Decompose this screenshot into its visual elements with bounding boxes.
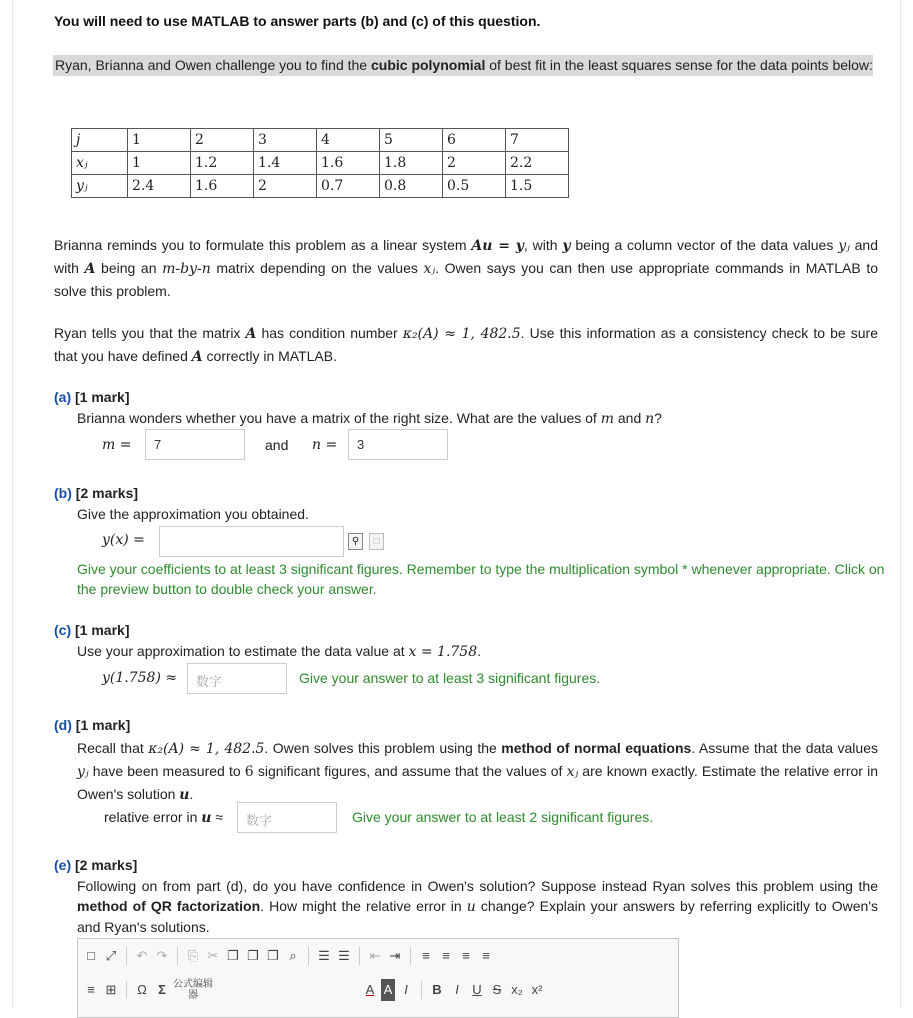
y-estimate-label: y(1.758) ≈ [102,670,178,686]
row-label-j: j [72,129,128,152]
text-span: Use your approximation to estimate the data value at [77,643,409,659]
text-span: Brianna wonders whether you have a matrix of the right size. What are the values of [77,410,601,426]
text-span: change? Explain your answers by referring explicitly to Owen's and Ryan's solutions. [77,898,879,935]
italic-icon[interactable]: I [455,982,459,997]
part-marks: [2 marks] [75,857,138,873]
table-cell: 1.6 [317,152,380,175]
paste-text-icon[interactable]: ❐ [247,948,259,963]
row-label-y: yⱼ [72,175,128,198]
table-cell: 0.7 [317,175,380,198]
text-span: . Use this information as a consistency check to be sure that you have defined [54,325,878,364]
horizontal-rule-icon[interactable]: ≡ [87,982,95,997]
table-cell: 1 [128,152,191,175]
formula-editor-button[interactable]: 公式编辑器 [173,979,213,1001]
y-of-x-label: y(x) = [102,532,145,548]
math-symbol: A [84,261,96,277]
table-cell: 7 [506,129,569,152]
brianna-paragraph [54,234,878,302]
relative-error-label [104,809,223,826]
text-span: matrix depending on the values [210,260,424,276]
text-span: . [189,786,194,802]
part-c-heading [54,622,129,638]
bold-term: method of QR factorization [77,898,261,914]
part-a-heading [54,389,129,405]
math-symbol: xⱼ [423,261,436,277]
text-span: Recall that [77,740,149,756]
copy-icon[interactable]: ⎘ [187,948,199,963]
math-symbol: xⱼ [566,764,579,780]
math-symbol: A [191,349,203,365]
paste-word-icon[interactable]: ❐ [267,948,279,963]
math-symbol: u [201,810,212,826]
part-a-question [77,410,662,427]
sigma-icon[interactable]: Σ [158,982,166,997]
text-span: . Assume that the data values [691,740,878,756]
table-cell: 2 [254,175,317,198]
table-cell: 1.8 [380,152,443,175]
math-equation: Au = y [471,238,524,254]
table-row-x [72,152,569,175]
part-label: (a) [54,389,72,405]
text-span: being a column vector of the data values [570,237,839,253]
toolbar-divider [308,947,309,965]
table-cell: 1.5 [506,175,569,198]
paste-icon[interactable]: ❐ [227,948,239,963]
math-equation: κ₂(A) ≈ 1, 482.5 [148,741,265,757]
table-cell: 3 [254,129,317,152]
row-label-x: xⱼ [72,152,128,175]
toolbar-divider [177,947,178,965]
table-cell: 2.2 [506,152,569,175]
outdent-icon[interactable]: ⇤ [369,948,381,963]
table-cell: 0.5 [443,175,506,198]
align-center-icon[interactable]: ≡ [442,948,450,963]
rich-text-editor[interactable] [77,938,679,1018]
preview-icon[interactable]: ⚲ [348,533,363,550]
bold-term: method of normal equations [501,740,692,756]
part-d-question [77,737,878,806]
part-e-heading [54,857,137,873]
problem-post: of best fit in the least squares sense for the data points below: [485,57,873,73]
align-justify-icon[interactable]: ≡ [482,948,490,963]
math-equation: κ₂(A) ≈ 1, 482.5 [402,326,521,342]
redo-icon[interactable]: ↷ [156,948,168,963]
text-span: being an [95,260,163,276]
table-cell: 2 [443,152,506,175]
text-span: Following on from part (d), do you have confidence in Owen's solution? Suppose instead Ryan solves this problem using the [77,878,878,894]
editor-toolbar-row-2 [82,977,676,1003]
part-label: (c) [54,622,72,638]
part-e-question [77,876,878,937]
part-b-hint: Give your coefficients to at least 3 significant figures. Remember to type the multiplication symbol * whenever appropriate. Click on the preview button to double check your answer. [77,561,885,597]
table-icon[interactable]: ⊞ [105,982,117,997]
numbered-list-icon[interactable]: ☰ [318,948,330,963]
text-span: relative error in [104,809,202,825]
toolbar-divider [126,981,127,999]
text-span: correctly in MATLAB. [202,348,337,364]
maximize-icon[interactable]: ⤢ [105,948,117,963]
and-label: and [265,437,289,453]
text-span: and with [54,237,878,276]
table-cell: 0.8 [380,175,443,198]
part-label: (d) [54,717,72,733]
text-span: Brianna reminds you to formulate this problem as a linear system [54,237,472,253]
math-symbol: A [245,326,257,342]
toolbar-divider [126,947,127,965]
intro-instruction: You will need to use MATLAB to answer parts (b) and (c) of this question. [54,13,541,29]
toolbar-divider [410,947,411,965]
part-d-heading [54,717,130,733]
editor-toolbar-row-1 [82,943,495,969]
part-marks: [1 mark] [75,622,130,638]
text-span: , with [523,237,563,253]
part-b-heading [54,485,138,501]
table-cell: 1 [128,129,191,152]
math-symbol: n [645,411,655,427]
table-cell: 1.6 [191,175,254,198]
table-cell: 6 [443,129,506,152]
relative-error-input[interactable]: 数字 [237,802,337,833]
math-symbol: m [600,411,614,427]
text-span: ? [654,410,662,426]
part-label: (b) [54,485,72,501]
text-span: Ryan tells you that the matrix [54,325,246,341]
table-cell: 2 [191,129,254,152]
underline-icon[interactable]: U [472,982,482,997]
m-input[interactable]: 7 [145,429,245,460]
table-cell: 1.4 [254,152,317,175]
table-cell: 2.4 [128,175,191,198]
find-icon[interactable]: ⌕ [289,948,297,963]
problem-pre: Ryan, Brianna and Owen challenge you to find the [55,57,371,73]
table-cell: 1.2 [191,152,254,175]
text-span: . Owen says you can then use appropriate commands in MATLAB to solve this problem. [54,260,879,299]
toolbar-group-format [361,979,546,1001]
table-cell: 5 [380,129,443,152]
toolbar-divider [421,981,422,999]
part-marks: [1 mark] [75,389,130,405]
toolbar-divider [359,947,360,965]
bullet-list-icon[interactable]: ☰ [338,948,350,963]
math-symbol: yⱼ [838,238,850,254]
math-symbol: u [466,899,476,915]
text-span: . Owen solves this problem using the [264,740,502,756]
problem-statement [53,55,873,76]
toolbar-group-insert [82,979,213,1001]
math-equation: x = 1.758 [408,644,478,660]
n-input[interactable]: 3 [348,429,448,460]
part-marks: [2 marks] [75,485,139,501]
text-span: and [614,410,646,426]
source-icon[interactable]: □ [87,948,95,963]
text-span: have been measured to [88,763,245,779]
estimate-input[interactable]: 数字 [187,663,287,694]
text-span: are known exactly. Estimate the relative error in Owen's solution [77,763,878,802]
problem-bold: cubic polynomial [370,57,486,73]
help-icon[interactable]: □ [369,533,384,550]
indent-icon[interactable]: ⇥ [389,948,401,963]
text-span: has condition number [256,325,403,341]
part-marks: [1 mark] [75,717,131,733]
subscript-icon[interactable]: x₂ [511,982,523,997]
part-c-question [77,643,481,660]
math-symbol: y [562,238,571,254]
special-char-icon[interactable]: Ω [137,982,147,997]
table-row-y [72,175,569,198]
text-span: significant figures, and assume that the values of [253,763,567,779]
math-symbol: yⱼ [77,764,89,780]
remove-format-icon[interactable]: I [404,982,408,997]
part-d-hint: Give your answer to at least 2 significant figures. [352,809,654,825]
align-right-icon[interactable]: ≡ [462,948,470,963]
data-table [71,128,569,198]
align-left-icon[interactable]: ≡ [422,948,430,963]
text-span: . [477,643,482,659]
n-label: n = [312,437,338,453]
math-symbol: u [179,787,190,803]
ryan-paragraph [54,322,878,368]
strikethrough-icon[interactable]: S [492,982,502,997]
bold-icon[interactable]: B [432,982,442,997]
table-cell: 4 [317,129,380,152]
undo-icon[interactable]: ↶ [136,948,148,963]
superscript-icon[interactable]: x² [531,982,543,997]
m-label: m = [102,437,132,453]
cut-icon[interactable]: ✂ [207,948,219,963]
table-row-j [72,129,569,152]
text-span: . How might the relative error in [260,898,467,914]
part-b-question: Give the approximation you obtained. [77,506,309,522]
math-number: 6 [244,764,254,780]
text-color-icon[interactable]: A [365,982,375,997]
part-c-hint: Give your answer to at least 3 significant figures. [299,670,601,686]
text-span: ≈ [211,809,224,825]
background-color-icon[interactable]: A [381,979,395,1001]
part-label: (e) [54,857,72,873]
polynomial-input[interactable] [159,526,344,557]
math-symbol: m-by-n [162,261,211,277]
